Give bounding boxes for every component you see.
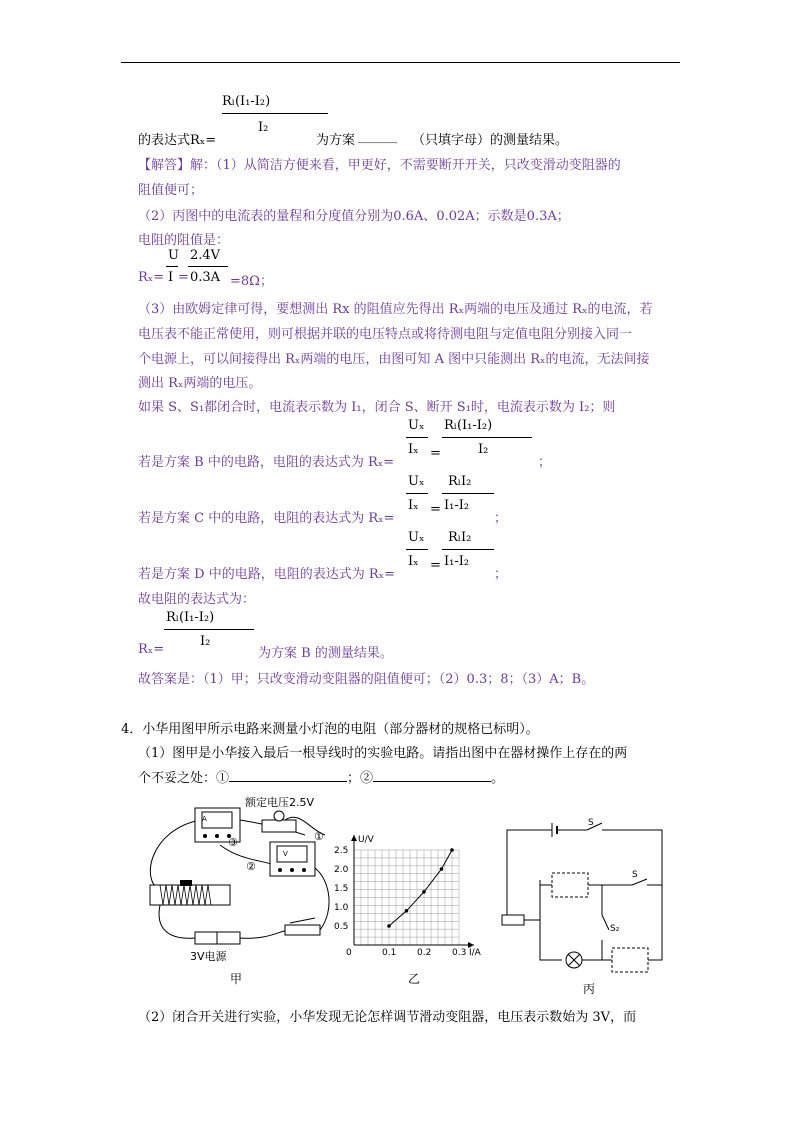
u-i-curve bbox=[389, 850, 452, 926]
answer-line8: 测出 Rₓ两端的电压。 bbox=[138, 376, 262, 391]
answer-line6: 电压表不能正常使用，则可根据并联的电压特点或将待测电阻与定值电阻分别接入同一 bbox=[138, 327, 633, 342]
caseC-bar1 bbox=[406, 493, 428, 494]
data-point bbox=[405, 909, 409, 913]
figure-jia-circuit bbox=[140, 790, 340, 970]
switch-s-label: S bbox=[632, 870, 638, 880]
data-point bbox=[450, 848, 454, 852]
caseC-eq: = bbox=[430, 502, 441, 517]
caseD-den: I₁-I₂ bbox=[444, 554, 470, 569]
y-tick-label: 0.5 bbox=[334, 922, 349, 932]
header-rule bbox=[121, 62, 680, 63]
caseC-ix: Iₓ bbox=[408, 498, 419, 513]
caseC-ux: Uₓ bbox=[408, 474, 425, 489]
final-prefix: Rₓ= bbox=[138, 642, 165, 657]
top-numerator: Rₗ(I₁-I₂) bbox=[222, 94, 271, 109]
top-blank: ______ bbox=[358, 129, 397, 144]
answer-line9: 如果 S、S₁都闭合时，电流表示数为 I₁，闭合 S、断开 S₁时，电流表示数为 I₂；则 bbox=[138, 400, 616, 415]
answer-heading: 【解答】 bbox=[138, 158, 191, 173]
r-bar2 bbox=[188, 266, 228, 267]
x-tick-label: 0.2 bbox=[417, 948, 432, 958]
r-den: 0.3A bbox=[190, 270, 221, 285]
caseC-bar2 bbox=[442, 493, 494, 494]
answer-line3: （2）丙图中的电流表的量程和分度值分别为0.6A、0.02A；示数是0.3A； bbox=[138, 209, 570, 224]
rated-voltage-label: 额定电压2.5V bbox=[245, 796, 315, 809]
r-prefix: Rₓ= bbox=[138, 270, 165, 285]
answer-line10: 故电阻的表达式为： bbox=[138, 592, 256, 607]
answer-blank-2[interactable] bbox=[373, 768, 491, 782]
top-fraction-bar bbox=[222, 113, 328, 114]
caseD-bar1 bbox=[406, 549, 428, 550]
caseB-num: Rₗ(I₁-I₂) bbox=[444, 418, 493, 433]
caseD-num: RₗI₂ bbox=[448, 530, 472, 545]
caseD-ux: Uₓ bbox=[408, 530, 425, 545]
final-bar bbox=[164, 629, 254, 630]
caseD-semi: ； bbox=[494, 567, 508, 582]
voltmeter-label: V bbox=[283, 850, 288, 858]
figure-bing-circuit bbox=[492, 815, 682, 975]
caseB-semi: ； bbox=[538, 455, 552, 470]
caseB-bar2 bbox=[442, 437, 532, 438]
caseC-den: I₁-I₂ bbox=[444, 498, 470, 513]
mark-2: ② bbox=[246, 860, 256, 873]
power-label: 3V电源 bbox=[190, 950, 227, 963]
top-denominator: I₂ bbox=[258, 120, 269, 135]
data-point bbox=[422, 890, 426, 894]
q4-q1-line1: （1）图甲是小华接入最后一根导线时的实验电路。请指出图中在器材操作上存在的两 bbox=[138, 746, 628, 761]
mark-3: ③ bbox=[228, 836, 238, 849]
data-point bbox=[387, 924, 391, 928]
final-num: Rₗ(I₁-I₂) bbox=[166, 610, 215, 625]
final-den: I₂ bbox=[200, 634, 211, 649]
answer-line2: 阻值便可； bbox=[138, 183, 204, 198]
top-tail: （只填字母）的测量结果。 bbox=[412, 133, 569, 148]
switch-s1-label: S bbox=[588, 818, 594, 828]
x-tick-label: 0.1 bbox=[382, 948, 397, 958]
caseC-num: RₗI₂ bbox=[448, 474, 472, 489]
figure-yi-label: 乙 bbox=[408, 972, 421, 986]
data-point bbox=[440, 867, 444, 871]
r-bar1 bbox=[166, 266, 178, 267]
caseB-text: 若是方案 B 中的电路，电阻的表达式为 Rₓ= bbox=[138, 455, 395, 470]
caseC-semi: ； bbox=[494, 511, 508, 526]
q4-title: 4．小华用图甲所示电路来测量小灯泡的电阻（部分器材的规格已标明）。 bbox=[121, 722, 539, 737]
answer-line5: （3）由欧姆定律可得，要想测出 Rx 的阻值应先得出 Rₓ两端的电压及通过 Rₓ的电流，若 bbox=[138, 302, 653, 317]
figure-yi-chart bbox=[330, 825, 500, 965]
figure-bing-label: 丙 bbox=[583, 982, 596, 996]
r-u: U bbox=[168, 248, 179, 263]
y-tick-label: 2.5 bbox=[334, 846, 349, 856]
caseB-ix: Iₓ bbox=[408, 442, 419, 457]
r-result: =8Ω； bbox=[230, 274, 273, 289]
ammeter-label: A bbox=[202, 815, 207, 823]
caseB-bar1 bbox=[406, 437, 428, 438]
top-suffix: 为方案 bbox=[316, 133, 356, 148]
caseB-den: I₂ bbox=[478, 442, 489, 457]
answer-line4: 电阻的阻值是： bbox=[138, 233, 230, 248]
caseD-text: 若是方案 D 中的电路，电阻的表达式为 Rₓ= bbox=[138, 567, 396, 582]
caseB-eq: = bbox=[430, 446, 441, 461]
mark-1: ① bbox=[314, 830, 324, 843]
y-axis-arrow bbox=[351, 835, 357, 841]
q1-blank2-label: ；② bbox=[347, 771, 374, 786]
caseD-eq: = bbox=[430, 558, 441, 573]
x-tick-label: 0.3 bbox=[452, 948, 467, 958]
top-prefix: 的表达式Rₓ= bbox=[138, 133, 217, 148]
final-suffix: 为方案 B 的测量结果。 bbox=[258, 646, 393, 661]
y-tick-label: 1.0 bbox=[334, 903, 349, 913]
r-i: I bbox=[168, 270, 174, 285]
r-num: 2.4V bbox=[190, 248, 221, 263]
q1-end: 。 bbox=[491, 771, 505, 786]
x-axis-label: I/A bbox=[469, 948, 481, 958]
y-tick-label: 2.0 bbox=[334, 865, 349, 875]
caseB-ux: Uₓ bbox=[408, 418, 425, 433]
answer-line1: 解：（1）从简洁方便来看，甲更好，不需要断开开关，只改变滑动变阻器的 bbox=[190, 158, 621, 173]
answer-line7: 个电源上，可以间接得出 Rₓ两端的电压，由图可知 A 图中只能测出 Rₓ的电流，无法间接 bbox=[138, 352, 650, 367]
q4-q1-line2 bbox=[138, 767, 504, 786]
answer-line11: 故答案是：（1）甲；只改变滑动变阻器的阻值便可；（2）0.3；8；（3）A；B。 bbox=[138, 672, 595, 687]
q1-blank1-label: 个不妥之处：① bbox=[138, 771, 230, 786]
q4-q2: （2）闭合开关进行实验，小华发现无论怎样调节滑动变阻器，电压表示数始为 3V，而 bbox=[138, 1010, 637, 1025]
origin-label: 0 bbox=[346, 948, 352, 958]
figure-jia-label: 甲 bbox=[230, 972, 243, 986]
caseD-ix: Iₓ bbox=[408, 554, 419, 569]
switch-s2-label: S₂ bbox=[610, 924, 620, 934]
caseD-bar2 bbox=[442, 549, 494, 550]
caseC-text: 若是方案 C 中的电路，电阻的表达式为 Rₓ= bbox=[138, 511, 395, 526]
y-tick-label: 1.5 bbox=[334, 884, 349, 894]
answer-blank-1[interactable] bbox=[229, 768, 347, 782]
y-axis-label: U/V bbox=[358, 835, 374, 845]
